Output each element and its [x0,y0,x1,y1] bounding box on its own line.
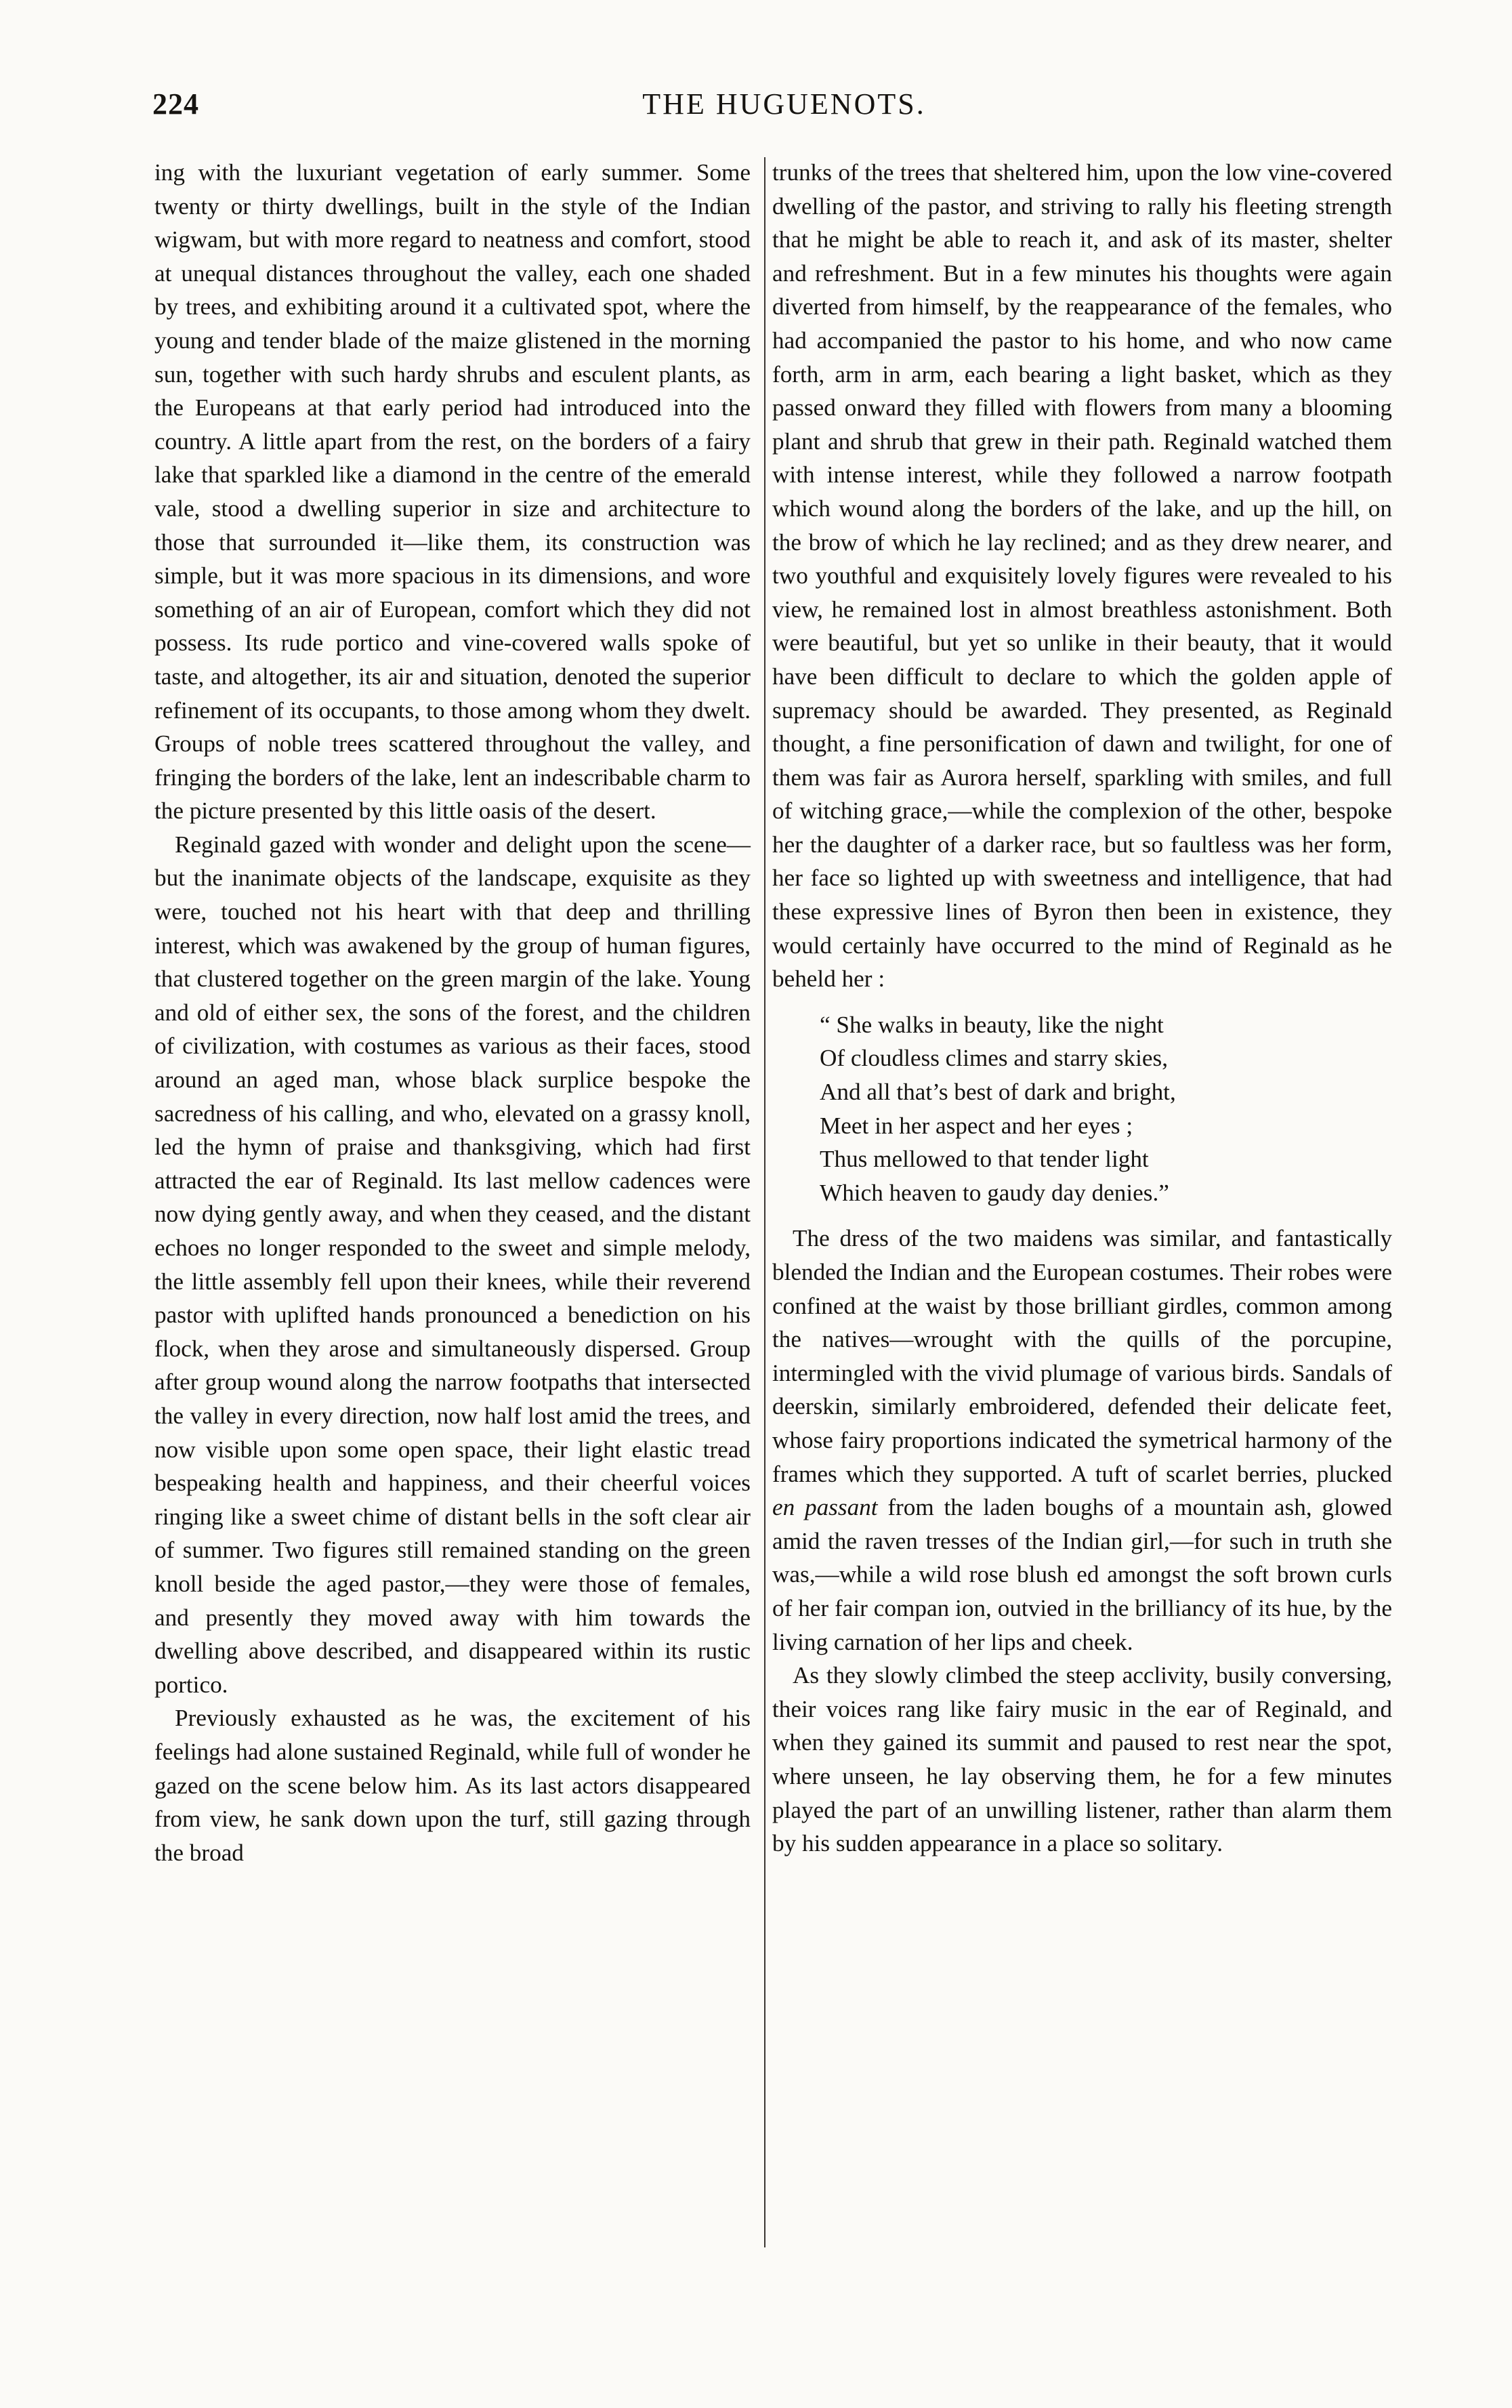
italic-phrase: en passant [772,1494,878,1521]
right-column [772,156,1392,1861]
paragraph [772,1222,1392,1659]
poem-line: Of cloudless climes and starry skies, [820,1045,1169,1072]
poem-line: And all that’s best of dark and bright, [820,1079,1176,1106]
paragraph: trunks of the trees that sheltered him, upon the low vine-covered dwelling of the pastor, and striving to rally his fleeting strength that he might be able to reach it, and ask of its master, shelter and refreshment. But in a few minutes his thoughts were again diverted from himself, by the reappearance of the females, who had accompanied the pastor to his home, and who now came forth, arm in arm, each bearing a light basket, which as they passed onward they filled with flowers from many a blooming plant and shrub that grew in their path. Reginald watched them with intense interest, while they followed a narrow footpath which wound along the borders of the lake, and up the hill, on the brow of which he lay reclined; and as they drew nearer, and two youthful and exquisitely lovely figures were revealed to his view, he remained lost in almost breathless astonishment. Both were beautiful, but yet so unlike in their beauty, that it would have been difficult to declare to which the golden apple of supremacy should be awarded. They presented, as Reginald thought, a fine personification of dawn and twilight, for one of them was fair as Aurora herself, sparkling with smiles, and full of witching grace,—while the complexion of the other, bespoke her the daughter of a darker race, but so faultless was her form, her face so lighted up with sweetness and intelligence, that had these expressive lines of Byron then been in existence, they would certainly have occurred to the mind of Reginald as he beheld her : [772,159,1392,993]
running-head: THE HUGUENOTS. [642,87,926,121]
poem-line: “ She walks in beauty, like the night [820,1011,1164,1038]
poem-line: Which heaven to gaudy day denies.” [820,1179,1169,1206]
paragraph-text: The dress of the two maidens was similar, and fantastically blended the Indian and the European costumes. Their robes were confined at the waist by those brilliant girdles, common among the natives—wrought with the quills of the porcupine, intermingled with the vivid plumage of various birds. Sandals of deerskin, similarly embroidered, defended their delicate feet, whose fairy proportions indicated the symetrical harmony of the frames which they supported. A tuft of scarlet berries, plucked [772,1225,1392,1487]
paragraph: As they slowly climbed the steep acclivity, busily conversing, their voices rang like fairy music in the ear of Reginald, and when they gained its summit and paused to rest near the spot, where unseen, he lay observing them, he for a few minutes played the part of an unwilling listener, rather than alarm them by his sudden appearance in a place so solitary. [772,1662,1392,1857]
poem-quotation [772,1008,1392,1210]
paragraph-text: from the laden boughs of a mountain ash, glowed amid the raven tresses of the Indian girl,—for such in truth she was,—while a wild rose blush ed amongst the soft brown curls of her fair compan ion, outvied in the brilliancy of its hue, by the living carnation of her lips and cheek. [772,1494,1393,1655]
poem-line: Thus mellowed to that tender light [820,1146,1149,1173]
poem-line: Meet in her aspect and her eyes ; [820,1112,1133,1139]
page-number: 224 [152,87,199,121]
left-column [154,156,751,1869]
page-header [152,87,1416,134]
paragraph: Reginald gazed with wonder and delight upon the scene—but the inanimate objects of the landscape, exquisite as they were, touched not his heart with that deep and thrilling interest, which was awakened by the group of human figures, that clustered together on the green margin of the lake. Young and old of either sex, the sons of the forest, and the children of civilization, with costumes as various as their faces, stood around an aged man, whose black surplice bespoke the sacredness of his calling, and who, elevated on a grassy knoll, led the hymn of praise and thanksgiving, which had first attracted the ear of Reginald. Its last mellow cadences were now dying gently away, and when they ceased, and the distant echoes no longer responded to the sweet and simple melody, the little assembly fell upon their knees, while their reverend pastor with uplifted hands pronounced a benediction on his flock, when they arose and simultaneously dispersed. Group after group wound along the narrow footpaths that intersected the valley in every direction, now half lost amid the trees, and now visible upon some open space, their light elastic tread bespeaking health and happiness, and their cheerful voices ringing like a sweet chime of distant bells in the soft clear air of summer. Two figures still remained standing on the green knoll beside the aged pastor,—they were those of females, and presently they moved away with him towards the dwelling above described, and disappeared within its rustic portico. [154,831,751,1698]
paragraph: Previously exhausted as he was, the excitement of his feelings had alone sustained Reginald, while full of wonder he gazed on the scene below him. As its last actors disappeared from view, he sank down upon the turf, still gazing through the broad [154,1705,751,1866]
paragraph: ing with the luxuriant vegetation of early summer. Some twenty or thirty dwellings, built in the style of the Indian wigwam, but with more regard to neatness and comfort, stood at unequal distances throughout the valley, each one shaded by trees, and exhibiting around it a cultivated spot, where the young and tender blade of the maize glistened in the morning sun, together with such hardy shrubs and esculent plants, as the Europeans at that early period had introduced into the country. A little apart from the rest, on the borders of a fairy lake that sparkled like a diamond in the centre of the emerald vale, stood a dwelling superior in size and architecture to those that surrounded it—like them, its construction was simple, but it was more spacious in its dimensions, and wore something of an air of European, comfort which they did not possess. Its rude portico and vine-covered walls spoke of taste, and altogether, its air and situation, denoted the superior refinement of its occupants, to those among whom they dwelt. Groups of noble trees scattered throughout the valley, and fringing the borders of the lake, lent an indescribable charm to the picture presented by this little oasis of the desert. [154,159,751,825]
column-divider [764,157,765,2247]
